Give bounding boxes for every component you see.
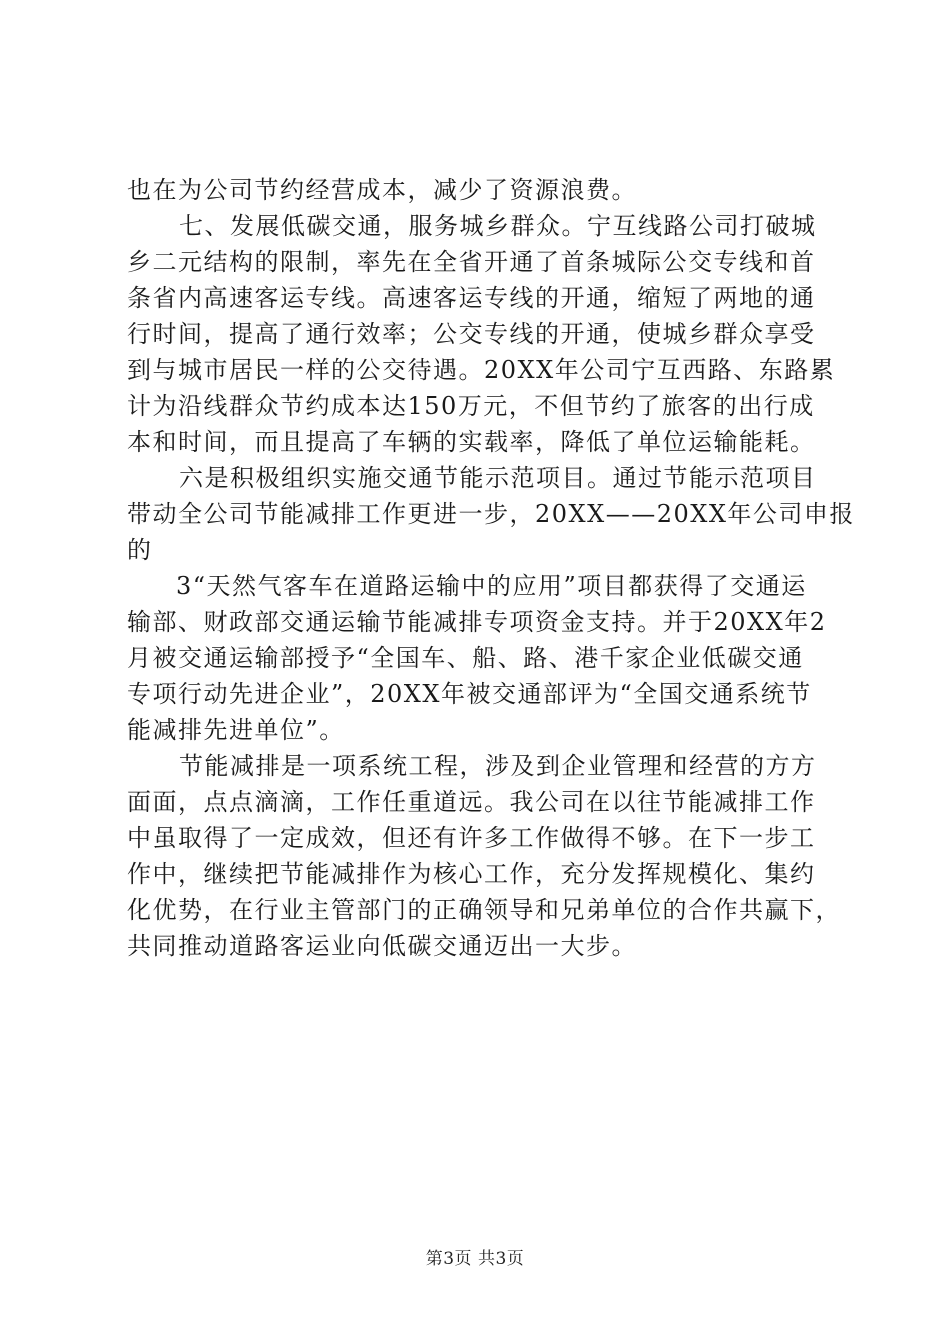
text-line: 行时间，提高了通行效率；公交专线的开通，使城乡群众享受 xyxy=(127,320,816,348)
text-line: 的 xyxy=(127,536,153,564)
text-line: 六是积极组织实施交通节能示范项目。通过节能示范项目 xyxy=(179,464,817,492)
text-line: 面面，点点滴滴，工作任重道远。我公司在以往节能减排工作 xyxy=(127,788,816,816)
text-line: 到与城市居民一样的公交待遇。20XX年公司宁互西路、东路累 xyxy=(127,356,836,384)
text-line: 带动全公司节能减排工作更进一步，20XX——20XX年公司申报 xyxy=(127,500,855,528)
document-body xyxy=(127,172,855,964)
text-line: 3“天然气客车在道路运输中的应用”项目都获得了交通运 xyxy=(176,572,807,600)
text-line: 七、发展低碳交通，服务城乡群众。宁互线路公司打破城 xyxy=(179,212,817,240)
text-line: 月被交通运输部授予“全国车、船、路、港千家企业低碳交通 xyxy=(127,644,804,672)
text-line: 节能减排是一项系统工程，涉及到企业管理和经营的方方 xyxy=(179,752,817,780)
text-line: 也在为公司节约经营成本，减少了资源浪费。 xyxy=(127,176,637,204)
text-line: 中虽取得了一定成效，但还有许多工作做得不够。在下一步工 xyxy=(127,824,816,852)
text-line: 能减排先进单位”。 xyxy=(127,716,345,744)
text-line: 输部、财政部交通运输节能减排专项资金支持。并于20XX年2 xyxy=(127,608,827,636)
text-line: 本和时间，而且提高了车辆的实载率，降低了单位运输能耗。 xyxy=(127,428,816,456)
text-line: 共同推动道路客运业向低碳交通迈出一大步。 xyxy=(127,932,637,960)
page-number-footer: 第3页 共3页 xyxy=(425,1249,525,1269)
text-line: 专项行动先进企业”，20XX年被交通部评为“全国交通系统节 xyxy=(127,680,812,708)
text-line: 化优势，在行业主管部门的正确领导和兄弟单位的合作共赢下， xyxy=(127,896,841,924)
text-line: 计为沿线群众节约成本达150万元，不但节约了旅客的出行成 xyxy=(127,392,815,420)
text-line: 条省内高速客运专线。高速客运专线的开通，缩短了两地的通 xyxy=(127,284,816,312)
text-line: 作中，继续把节能减排作为核心工作，充分发挥规模化、集约 xyxy=(127,860,816,888)
text-line: 乡二元结构的限制，率先在全省开通了首条城际公交专线和首 xyxy=(127,248,816,276)
